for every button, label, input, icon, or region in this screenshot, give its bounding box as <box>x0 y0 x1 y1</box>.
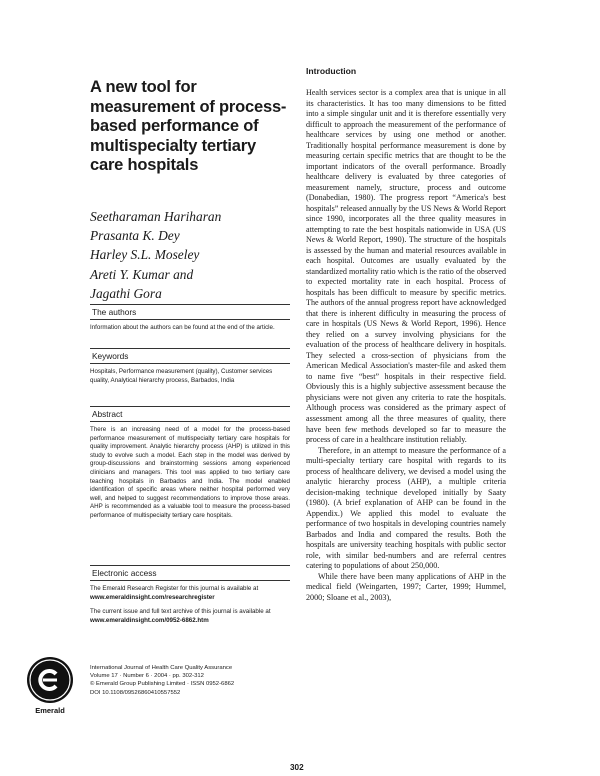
paragraph: Therefore, in an attempt to measure the performance of a multi-specialty tertiary care hospital with regards to its process of healthcare delivery, we devised a model using the analytic hierarchy process (AHP), a multiple criteria decision-making technique developed initially by Saaty (1980). (A brief explanation of AHP can be found in the Appendix.) We applied this model to evaluate the performance of two hospitals in developing countries namely Barbados and India and compared the results. Both the hospitals are university teaching hospitals with public sector role, with similar bed-numbers and are referral centres catering to populations of about 250,000. <box>306 445 506 571</box>
publisher-logo <box>22 657 78 715</box>
the-authors-text: Information about the authors can be found at the end of the article. <box>90 324 275 331</box>
abstract-section <box>90 406 290 527</box>
author-list <box>90 207 290 303</box>
abstract-text: There is an increasing need of a model for the process-based performance measurement of multispecialty tertiary care hospitals for quality improvement. Analytic hierarchy process (AHP) is utilized in this study to evolve such a model. Each step in the model was derived by group-discussions and brainstorming sessions among experienced clinicians and managers. This tool was applied to two tertiary care teaching hospitals in Barbados and India. The model enabled identification of specific areas where neither hospital performed very well, and helped to suggest recommendations to improve those areas. AHP is recommended as a valuable tool to measure the process-based performance of multispecialty tertiary care hospitals. <box>90 426 290 519</box>
journal-name: International Journal of Health Care Quality Assurance <box>90 665 233 671</box>
journal-volume: Volume 17 · Number 6 · 2004 · pp. 302-312 <box>90 673 204 680</box>
copyright-line: © Emerald Group Publishing Limited · ISSN 0952-6862 <box>90 681 235 688</box>
register-link[interactable]: www.emeraldinsight.com/researchregister <box>90 593 215 601</box>
main-column <box>306 66 506 603</box>
the-authors-heading: The authors <box>90 304 290 320</box>
electronic-access-heading: Electronic access <box>90 565 290 581</box>
author-name: Jagathi Gora <box>90 285 162 301</box>
keywords-heading: Keywords <box>90 348 290 364</box>
emerald-logo-icon <box>27 657 73 703</box>
author-name: Seetharaman Hariharan <box>90 209 222 224</box>
the-authors-section <box>90 304 290 339</box>
electronic-access-section <box>90 565 290 631</box>
page-number: 302 <box>290 763 304 772</box>
archive-link[interactable]: www.emeraldinsight.com/0952-6862.htm <box>90 616 209 624</box>
keywords-section <box>90 348 290 391</box>
author-name: Harley S.L. Moseley <box>90 247 200 263</box>
doi-line: DOI 10.1108/09526860410557552 <box>90 689 181 696</box>
register-text: The Emerald Research Register for this journal is available at <box>90 585 259 592</box>
paragraph: While there have been many applications of AHP in the medical field (Weingarten, 1997; Carter, 1999; Hummel, 2000; Sloane et al., 2003), <box>306 571 506 602</box>
introduction-body <box>306 88 506 603</box>
keywords-text: Hospitals, Performance measurement (quality), Customer services quality, Analytical hierarchy process, Barbados, India <box>90 368 273 384</box>
abstract-heading: Abstract <box>90 406 290 422</box>
logo-wordmark: Emerald <box>35 706 65 715</box>
journal-footer <box>90 664 290 697</box>
introduction-heading: Introduction <box>306 66 357 76</box>
author-name: Areti Y. Kumar and <box>90 266 194 282</box>
article-title: A new tool for measurement of process-based performance of multispecialty tertiary care hospitals <box>90 78 287 174</box>
paragraph: Health services sector is a complex area that is unique in all its characteristics. It has too many dimensions to be fitted into a simple singular unit and it is therefore essentially very difficult to approach the measurement of the performance of healthcare services by using one method or another. Traditionally hospital performance measurement is done by measuring certain specific metrics that are thought to be the important indicators of the overall performance. Broadly healthcare delivery is evaluated by three categories of measurement namely, structure, process and outcome (Donabedian, 1980). The progress report “America's best hospitals” released annually by the US News & World Report since 1990, incorporates all the three quality measures in attempting to rate the best hospitals nationwide in USA (US News & World Report, 1990). The structure of the hospitals is assessed by the human and material resources available in each hospital. Outcomes are usually evaluated by the standardized mortality ratio which is the ratio of the observed to expected mortality rate in each hospital. Process of hospitals has been difficult to measure by specific metrics. The authors of the annual progress report have acknowledged that there is inherent difficulty in measuring the process of care in hospitals (US News & World Report, 1996). Hence they relied on a survey involving physicians for the evaluation of the process of healthcare delivery in hospitals. They selected a cross-section of physicians from the American Medical Association's master-file and asked them to name five “best” hospitals in their respective field. Obviously this is a highly subjective assessment because the physicians were not given any criteria to rate the hospitals. Although process was considered as the primary aspect of assessment among all the three measures of quality, there have been few methods developed so far to measure the process of care in a healthcare institution reliably. <box>306 88 506 445</box>
archive-text: The current issue and full text archive of this journal is available at <box>90 608 271 616</box>
author-name: Prasanta K. Dey <box>90 228 180 244</box>
